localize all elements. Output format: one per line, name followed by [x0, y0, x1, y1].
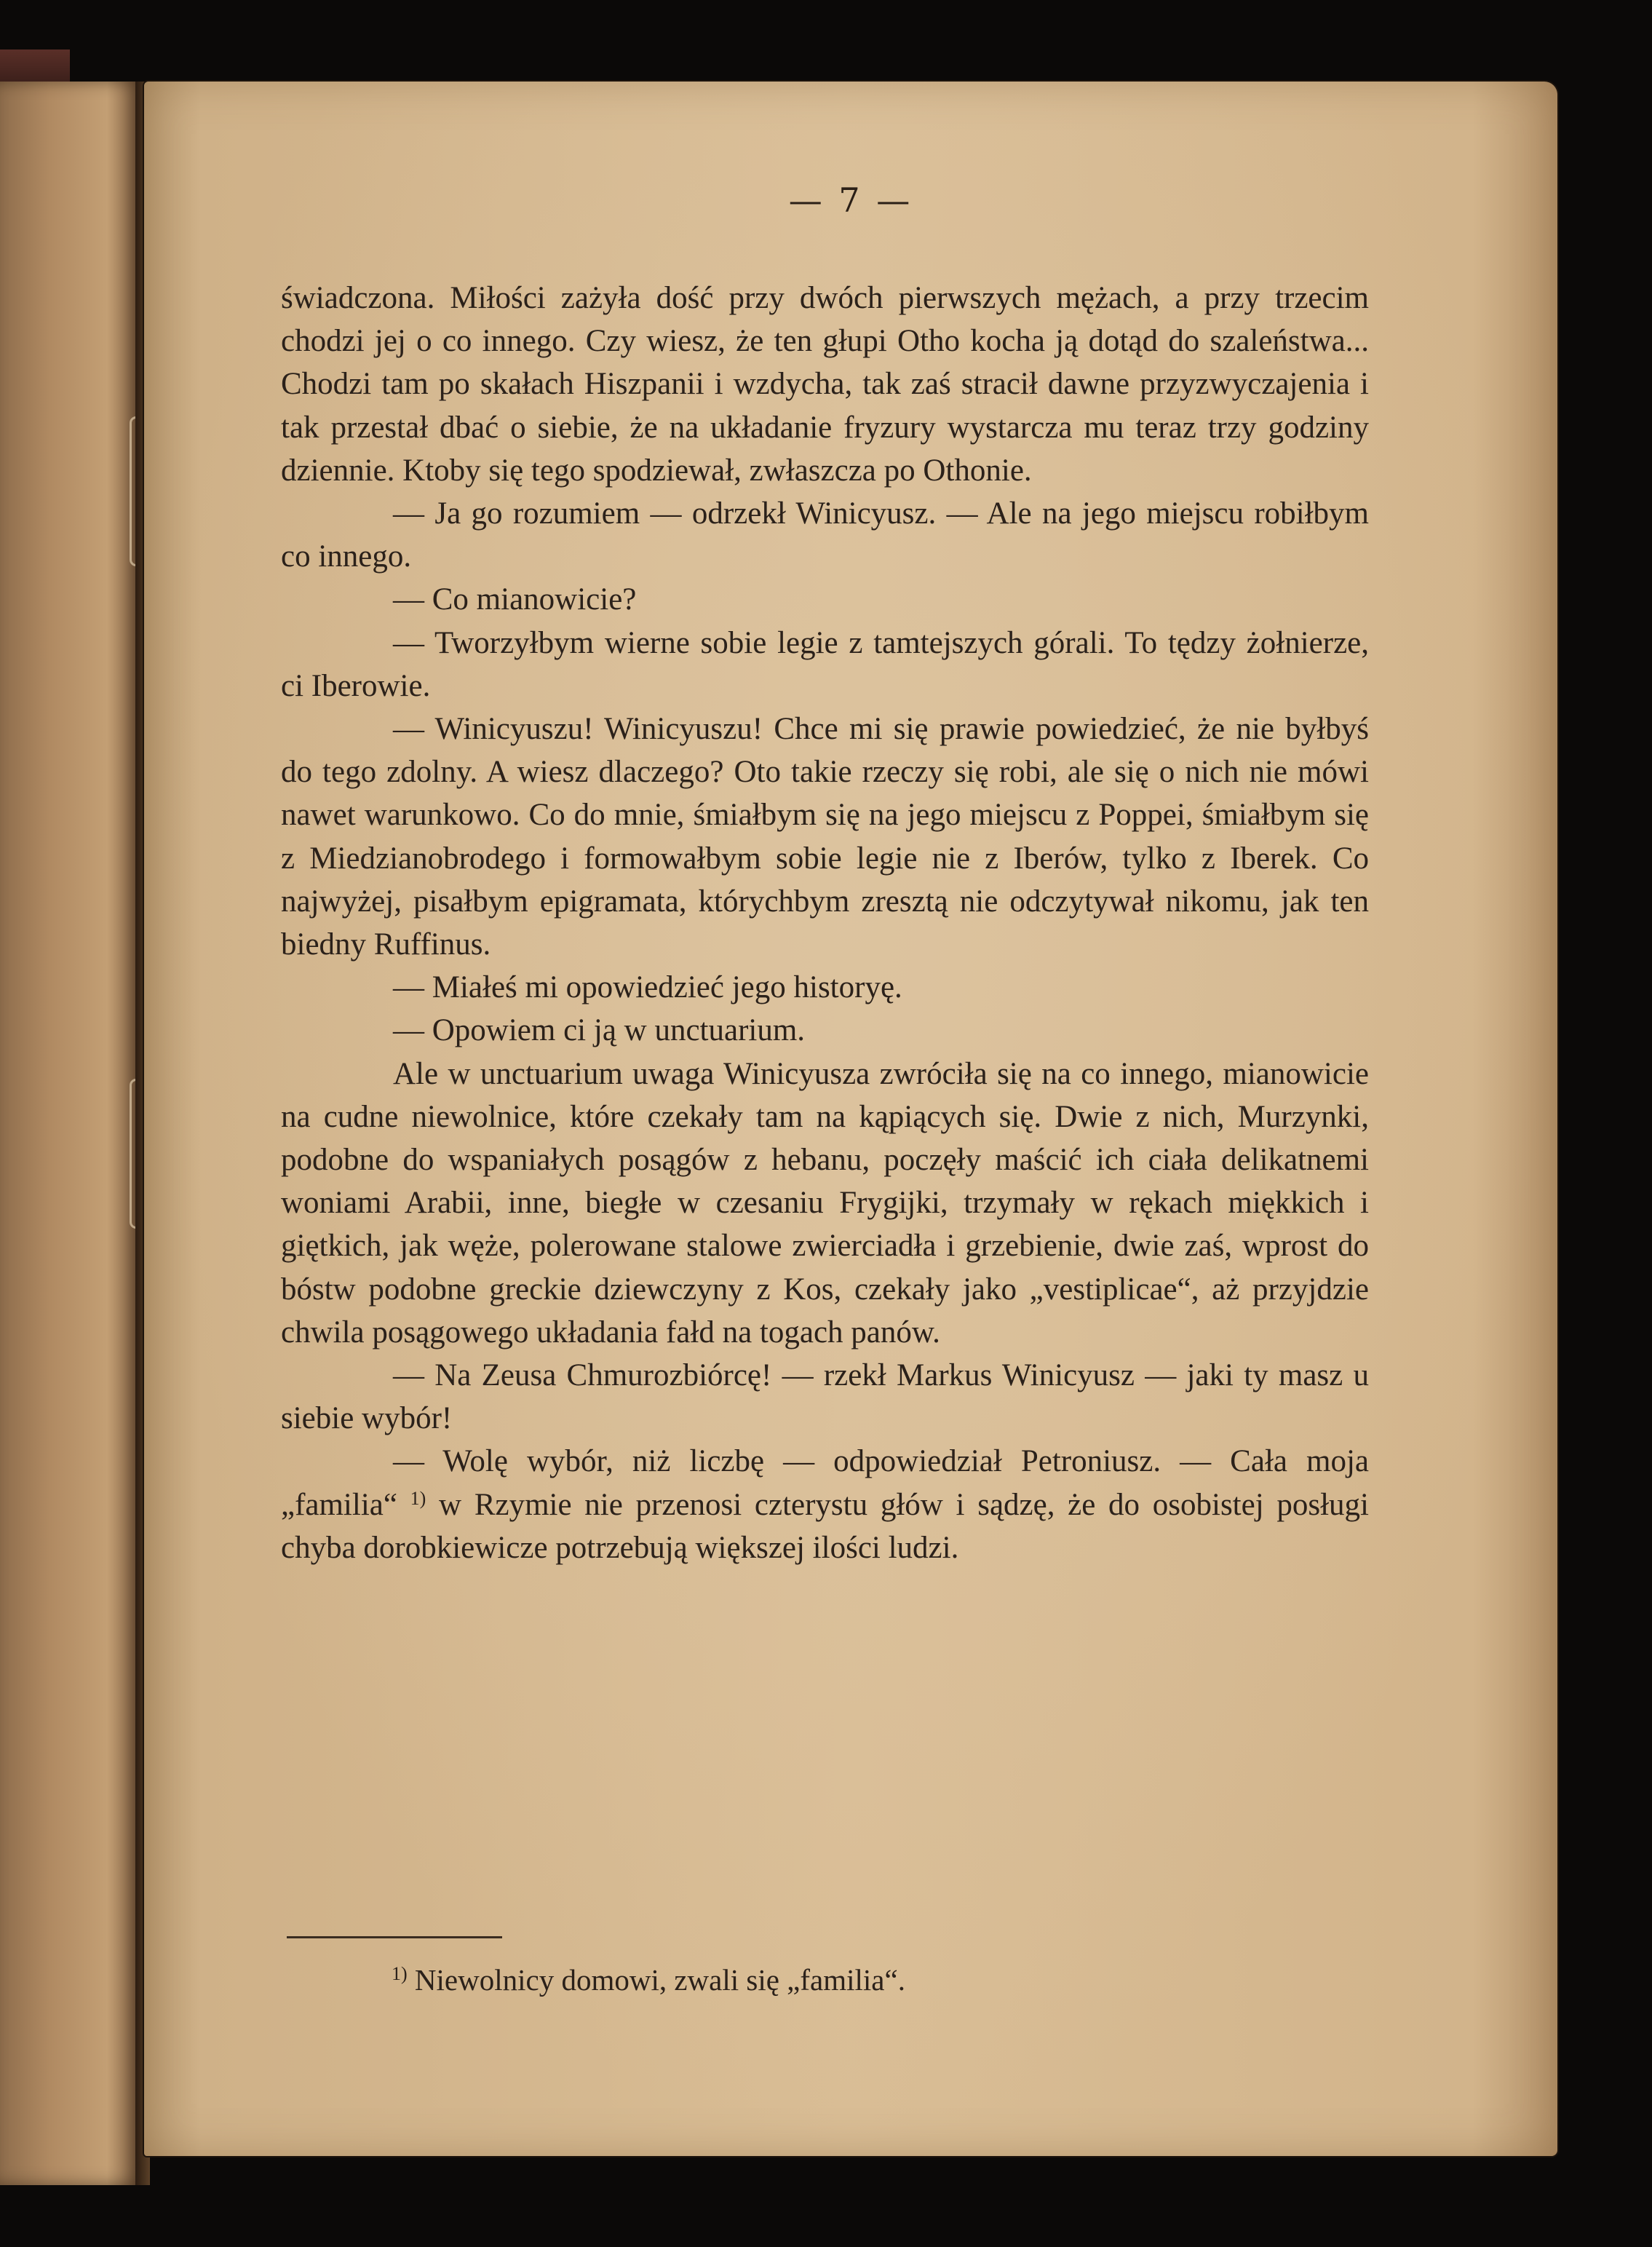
- footnote-reference: 1): [410, 1487, 426, 1509]
- paragraph: — Tworzyłbym wierne sobie legie z tamtejszych górali. To tędzy żołnierze, ci Iberowie.: [281, 625, 1369, 703]
- footnote-text: Niewolnicy domowi, zwali się „familia“.: [414, 1963, 905, 1997]
- paragraph: — Ja go rozumiem — odrzekł Winicyusz. — Ale na jego miejscu robiłbym co innego.: [281, 496, 1369, 574]
- footnote: [392, 1961, 1338, 1999]
- footnote-mark: 1): [392, 1963, 408, 1984]
- previous-page-edge: [0, 82, 143, 2185]
- paragraph: Ale w unctuarium uwaga Winicyusza zwróciła się na co innego, mianowicie na cudne niewolnice, które czekały tam na kąpiących się. Dwie z nich, Murzynki, podobne do wspaniałych posągów z hebanu, poczęły maścić ich ciała delikatnemi woniami Arabii, inne, biegłe w czesaniu Frygijki, trzymały w rękach miękkich i giętkich, jak węże, polerowane stalowe zwierciadła i grzebienie, dwie zaś, wprost do bóstw podobne greckie dziewczyny z Kos, czekały jako „vestiplicae“, aż przyjdzie chwila posągowego układania fałd na togach panów.: [281, 1056, 1369, 1350]
- body-text: [281, 277, 1369, 1569]
- paragraph-with-footnote: [281, 1440, 1369, 1569]
- paragraph: — Opowiem ci ją w unctuarium.: [393, 1013, 806, 1048]
- paragraph: — Na Zeusa Chmurozbiórcę! — rzekł Markus Winicyusz — jaki ty masz u siebie wybór!: [281, 1358, 1369, 1436]
- paragraph: — Miałeś mi opowiedzieć jego historyę.: [393, 970, 902, 1005]
- paragraph: świadczona. Miłości zażyła dość przy dwóch pierwszych mężach, a przy trzecim chodzi jej o co innego. Czy wiesz, że ten głupi Otho kocha ją dotąd do szaleństwa... Chodzi tam po skałach Hiszpanii i wzdycha, tak zaś stracił dawne przyzwyczajenia i tak przestał dbać o siebie, że na układanie fryzury wystarcza mu teraz trzy godziny dziennie. Ktoby się tego spodziewał, zwłaszcza po Othonie.: [281, 281, 1369, 488]
- paragraph-text: — Wolę wybór, niż liczbę — odpowiedział Petroniusz. — Cała moja „familia“: [281, 1444, 1369, 1522]
- paragraph: — Winicyuszu! Winicyuszu! Chce mi się prawie powiedzieć, że nie byłbyś do tego zdolny. A wiesz dlaczego? Oto takie rzeczy się robi, ale się o nich nie mówi nawet warunkowo. Co do mnie, śmiałbym się na jego miejscu z Poppei, śmiałbym się z Miedzianobrodego i formowałbym sobie legie nie z Iberów, tylko z Iberek. Co najwyżej, pisałbym epigramata, którychbym zresztą nie odczytywał nikomu, jak ten biedny Ruffinus.: [281, 712, 1369, 962]
- book-page: [144, 82, 1557, 2156]
- paragraph: — Co mianowicie?: [393, 582, 637, 617]
- paragraph-text: w Rzymie nie przenosi czterystu głów i sądzę, że do osobistej posługi chyba dorobkiewicze potrzebują większej ilości ludzi.: [281, 1487, 1369, 1565]
- footnote-divider: [287, 1936, 502, 1938]
- page-number: — 7 —: [788, 181, 913, 220]
- binding-corner: [0, 49, 70, 84]
